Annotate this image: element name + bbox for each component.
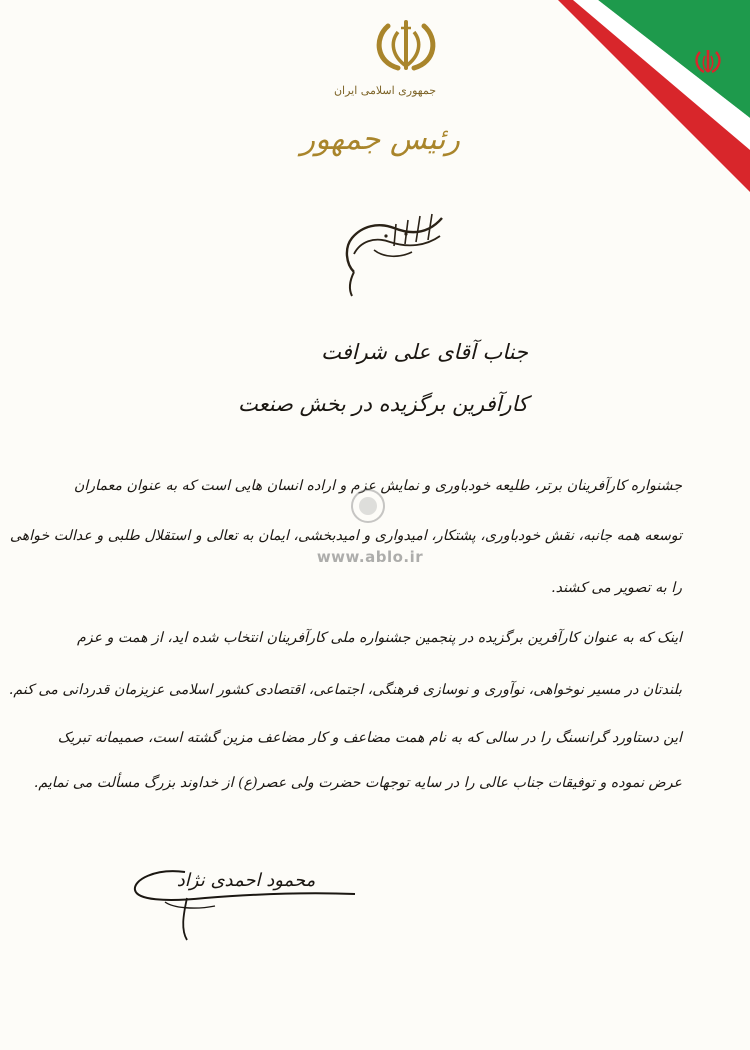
watermark-logo-icon xyxy=(350,488,386,524)
bismillah-calligraphy xyxy=(334,206,454,298)
body-line: بلندتان در مسیر نوخواهی، نوآوری و نوسازی فرهنگی، اجتماعی، اقتصادی کشور اسلامی عزیزمان قدردانی می کنم. xyxy=(8,682,682,698)
body-line: عرض نموده و توفیقات جناب عالی را در سایه توجهات حضرت ولی عصر(ع) از خداوند بزرگ مسألت می نمایم. xyxy=(33,775,682,791)
body-line: این دستاورد گرانسنگ را در سالی که به نام همت مضاعف و کار مضاعف مزین گشته است، صمیمانه تبریک xyxy=(57,730,682,746)
body-line: توسعه همه جانبه، نقش خودباوری، پشتکار، امیدواری و امیدبخشی، ایمان به تعالی و استقلال طلبی و عدالت خواهی xyxy=(9,528,682,544)
signatory-name: محمود احمدی نژاد xyxy=(176,870,316,891)
addressee-title: کارآفرین برگزیده در بخش صنعت xyxy=(237,392,528,416)
body-line: را به تصویر می کشند. xyxy=(551,580,682,596)
body-line: اینک که به عنوان کارآفرین برگزیده در پنجمین جشنواره ملی کارآفرینان انتخاب شده اید، از همت و عزم xyxy=(76,630,682,646)
republic-caption: جمهوری اسلامی ایران xyxy=(333,84,437,97)
body-line: جشنواره کارآفرینان برتر، طلیعه خودباوری و نمایش عزم و اراده انسان هایی است که به عنوان معماران xyxy=(73,478,682,494)
addressee-name: جناب آقای علی شرافت xyxy=(321,340,528,364)
national-emblem-icon xyxy=(368,18,444,74)
letterhead-title: رئیس جمهور xyxy=(300,122,460,157)
watermark-url: www.ablo.ir xyxy=(316,548,424,566)
